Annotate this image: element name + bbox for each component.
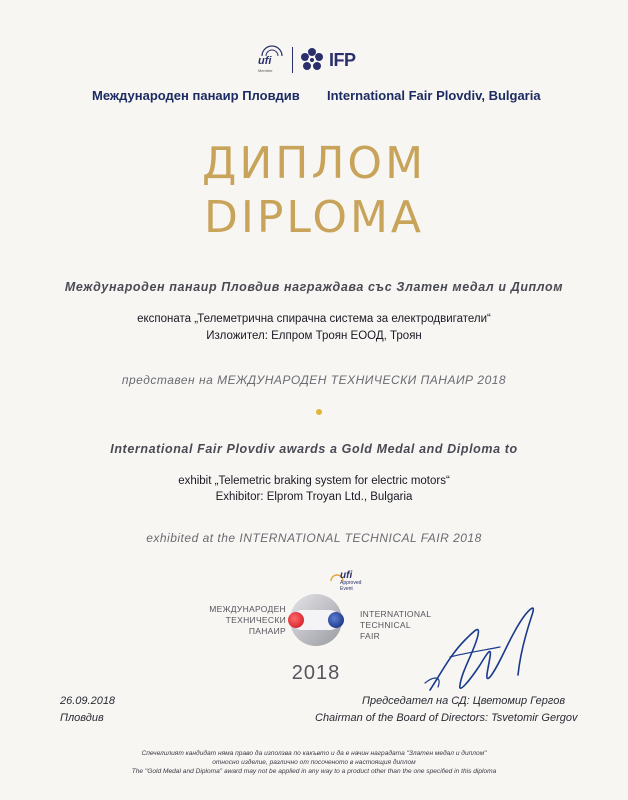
ifp-flower-icon — [299, 47, 325, 73]
fair-name-bg: Международен панаир Пловдив — [92, 88, 300, 103]
ufi-member-word: ufi — [258, 55, 272, 67]
ufi-member-logo — [258, 45, 288, 75]
chairman-en: Chairman of the Board of Directors: Tsvetomir Gergov — [315, 712, 578, 724]
ufi-approved-line1: Approved — [340, 580, 362, 586]
fine-print-en: The "Gold Medal and Diploma" award may not be applied in any way to a product other than the one specified in this diploma — [131, 768, 497, 775]
event-name-bg — [196, 604, 286, 637]
issue-city: Пловдив — [60, 712, 104, 724]
chairman-bg: Председател на СД: Цветомир Гергов — [362, 695, 566, 707]
event-en-line3: FAIR — [360, 631, 381, 641]
event-bg-line1: МЕЖДУНАРОДЕН — [209, 604, 286, 614]
event-bg-line3: ПАНАИР — [248, 626, 286, 636]
event-en-line1: INTERNATIONAL — [360, 609, 432, 619]
header-logos — [258, 44, 356, 76]
event-bg-line2: ТЕХНИЧЕСКИ — [225, 615, 286, 625]
fine-print-bg-2: относно изделие, различно от посоченото в настоящия диплом — [212, 759, 416, 766]
exhibit-bg: експоната „Телеметрична спирачна система за електродвигатели“ — [137, 313, 491, 325]
title-bg: ДИПЛОМ — [201, 138, 427, 189]
ufi-approved-line2: Event — [340, 585, 353, 592]
separator-dot — [316, 409, 322, 415]
event-en-line2: TECHNICAL — [360, 620, 411, 630]
event-year: 2018 — [291, 662, 341, 684]
presented-at-bg: представен на МЕЖДУНАРОДЕН ТЕХНИЧЕСКИ ПАНАИР 2018 — [121, 373, 507, 387]
exhibit-en: exhibit „Telemetric braking system for electric motors“ — [178, 475, 450, 487]
logo-separator — [292, 47, 293, 73]
exhibitor-en: Exhibitor: Elprom Troyan Ltd., Bulgaria — [215, 491, 413, 503]
ufi-member-sub: Member — [258, 68, 273, 73]
ufi-approved-word: ufi — [340, 570, 353, 581]
signature-icon — [420, 595, 560, 700]
award-statement-en: International Fair Plovdiv awards a Gold Medal and Diploma to — [110, 442, 518, 456]
event-emblem-icon — [280, 588, 352, 652]
fair-name-en: International Fair Plovdiv, Bulgaria — [327, 88, 541, 103]
issue-date: 26.09.2018 — [60, 695, 116, 707]
exhibitor-bg: Изложител: Елпром Троян ЕООД, Троян — [206, 330, 422, 342]
ifp-logo-text: IFP — [329, 49, 356, 70]
title-en: DIPLOMA — [203, 192, 425, 243]
fine-print-bg-1: Спечелилият кандидат няма право да използва по какъвто и да е начин наградата "Златен медал и диплом" — [141, 750, 487, 757]
exhibited-at-en: exhibited at the INTERNATIONAL TECHNICAL FAIR 2018 — [146, 531, 482, 545]
award-statement-bg: Международен панаир Пловдив награждава със Златен медал и Диплом — [64, 280, 564, 294]
